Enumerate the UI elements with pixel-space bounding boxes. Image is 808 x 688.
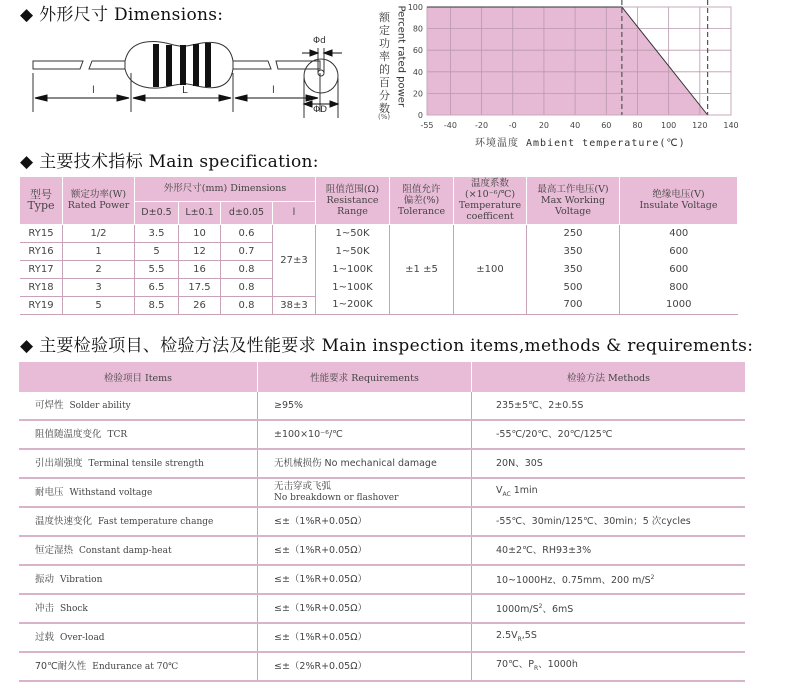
cell-dim-L: 26	[179, 296, 221, 314]
x-tick-label: -20	[475, 121, 489, 130]
item-en: TCR	[107, 429, 128, 440]
requirement-text: ≤±（1%R+0.05Ω）	[274, 603, 367, 614]
item-cn: 可焊性	[35, 399, 64, 411]
chart-xlabel: 环境温度 Ambient temperature(℃)	[475, 138, 686, 149]
cell-dim-d: 0.8	[221, 296, 273, 314]
y-tick-label: 20	[412, 89, 423, 99]
x-tick-label: 140	[723, 121, 739, 130]
method-text: 、6mS	[542, 604, 574, 616]
cell-type: RY16	[20, 242, 63, 260]
y-tick-label: 100	[407, 3, 423, 12]
header-methods: 检验方法 Methods	[472, 362, 746, 392]
header-dim-l: l	[273, 201, 316, 224]
cell-requirement	[258, 449, 472, 478]
item-cn: 恒定湿热	[35, 544, 74, 556]
cell-item	[19, 420, 258, 449]
item-en: Vibration	[60, 574, 103, 585]
cell-requirement	[258, 536, 472, 565]
requirement-text: ≤±（1%R+0.05Ω）	[274, 632, 367, 643]
cell-requirement	[258, 507, 472, 536]
cell-method	[472, 536, 746, 565]
item-en: Fast temperature change	[98, 516, 214, 527]
cell-insulate-voltage: 1000	[620, 296, 738, 314]
inspection-row	[19, 652, 745, 681]
cell-resistance: 1~200K	[316, 296, 390, 314]
inspection-row	[19, 565, 745, 594]
x-tick-label: -40	[443, 121, 457, 130]
item-cn: 耐电压	[35, 486, 64, 498]
cell-dim-D: 5	[135, 242, 179, 260]
cell-dim-d: 0.8	[221, 278, 273, 296]
cell-tempco: ±100	[454, 224, 527, 314]
cell-resistance: 1~50K	[316, 242, 390, 260]
method-text: 40±2℃、RH93±3%	[496, 545, 592, 556]
method-text: 70℃、P	[496, 659, 534, 671]
cell-power: 3	[63, 278, 135, 296]
method-text: V	[496, 485, 503, 497]
cell-method	[472, 507, 746, 536]
requirement-text: ≥95%	[274, 400, 304, 411]
cell-method	[472, 478, 746, 507]
cell-requirement	[258, 420, 472, 449]
y-tick-label: 60	[412, 46, 423, 56]
item-cn: 70℃耐久性	[35, 660, 87, 672]
header-insulate-voltage: 绝缘电压(V) Insulate Voltage	[620, 177, 738, 224]
method-text: 10~1000Hz、0.75mm、200 m/S	[496, 575, 651, 587]
method-text: 1min	[510, 485, 538, 497]
method-text: 1000m/S	[496, 604, 539, 616]
header-requirements: 性能要求 Requirements	[258, 362, 472, 392]
main-spec-table	[20, 177, 738, 315]
section-title-inspection: ◆ 主要检验项目、检验方法及性能要求 Main inspection items,methods & requirements:	[20, 336, 754, 356]
cell-item	[19, 623, 258, 652]
x-tick-label: -0	[508, 121, 517, 130]
item-cn: 阻值随温度变化	[35, 428, 102, 440]
method-text: 、1000h	[538, 659, 578, 671]
x-tick-label: 80	[632, 121, 643, 130]
item-en: Terminal tensile strength	[88, 458, 204, 469]
item-en: Solder ability	[69, 400, 131, 411]
inspection-row	[19, 420, 745, 449]
cell-item	[19, 449, 258, 478]
chart-ylabel-unit: (%)	[378, 113, 391, 121]
header-tempco: 温度系数 (×10⁻⁶/℃) Temperature coefficent	[454, 177, 527, 224]
cell-lead-length: 38±3	[273, 296, 316, 314]
spec-row	[20, 296, 738, 314]
header-dimensions: 外形尺寸(mm) Dimensions	[135, 177, 316, 201]
cell-dim-D: 3.5	[135, 224, 179, 242]
x-tick-label: 20	[538, 121, 550, 130]
item-cn: 冲击	[35, 602, 55, 614]
cell-resistance: 1~50K	[316, 224, 390, 242]
cell-dim-d: 0.6	[221, 224, 273, 242]
body-diameter-label: ΦD	[313, 105, 328, 115]
header-dim-D: D±0.5	[135, 201, 179, 224]
method-text: -55℃/20℃、20℃/125℃	[496, 429, 613, 440]
x-tick-label: -55	[420, 121, 434, 130]
cell-item	[19, 594, 258, 623]
requirement-text: No breakdown or flashover	[274, 493, 399, 503]
cell-requirement	[258, 392, 472, 420]
inspection-table	[19, 362, 745, 682]
inspection-row	[19, 536, 745, 565]
derating-chart	[405, 0, 750, 135]
cell-dim-D: 8.5	[135, 296, 179, 314]
cell-requirement	[258, 623, 472, 652]
cell-dim-L: 10	[179, 224, 221, 242]
requirement-text: ≤±（2%R+0.05Ω）	[274, 661, 367, 672]
cell-insulate-voltage: 400	[669, 227, 689, 239]
cell-max-voltage: 350	[527, 260, 620, 278]
method-text: -55℃、30min/125℃、30min；5 次cycles	[496, 516, 691, 527]
item-cn: 引出端强度	[35, 457, 83, 469]
cell-requirement	[258, 478, 472, 507]
header-resistance: 阻值范围(Ω) Resistance Range	[316, 177, 390, 224]
cell-power: 5	[63, 296, 135, 314]
header-type: 型号 Type	[20, 177, 63, 224]
cell-insulate-voltage: 600	[669, 263, 689, 275]
item-cn: 过载	[35, 631, 55, 643]
cell-requirement	[258, 594, 472, 623]
method-text: 2	[538, 603, 543, 611]
cell-power: 1/2	[63, 224, 135, 242]
cell-dim-D: 5.5	[135, 260, 179, 278]
cell-tolerance: ±1 ±5	[390, 224, 454, 314]
inspection-row	[19, 507, 745, 536]
cell-max-voltage: 350	[527, 242, 620, 260]
cell-method	[472, 420, 746, 449]
cell-requirement	[258, 565, 472, 594]
header-dim-d: d±0.05	[221, 201, 273, 224]
method-text: 2.5V	[496, 630, 518, 642]
spec-row	[20, 224, 738, 242]
cell-item	[19, 478, 258, 507]
spec-row	[20, 260, 738, 278]
cell-max-voltage: 700	[527, 296, 620, 314]
item-cn: 温度快速变化	[35, 515, 93, 527]
cell-item	[19, 565, 258, 594]
requirement-text: ≤±（1%R+0.05Ω）	[274, 574, 367, 585]
cell-method	[472, 594, 746, 623]
derating-area	[427, 7, 708, 115]
cell-dim-L: 16	[179, 260, 221, 278]
inspection-row	[19, 623, 745, 652]
item-en: Constant damp-heat	[79, 545, 172, 556]
section-title-dimensions: ◆ 外形尺寸 Dimensions:	[20, 5, 224, 25]
x-tick-label: 100	[661, 121, 677, 130]
cell-method	[472, 652, 746, 681]
cell-power: 1	[63, 242, 135, 260]
requirement-text: ≤±（1%R+0.05Ω）	[274, 516, 367, 527]
cell-item	[19, 392, 258, 420]
inspection-row	[19, 478, 745, 507]
method-text: 2	[650, 574, 655, 582]
header-max-voltage: 最高工作电压(V) Max Working Voltage	[527, 177, 620, 224]
cell-item	[19, 652, 258, 681]
requirement-text: 无机械损伤 No mechanical damage	[274, 458, 437, 469]
y-tick-label: 40	[412, 67, 423, 77]
spec-row	[20, 242, 738, 260]
method-text: 235±5℃、2±0.5S	[496, 400, 584, 411]
method-text: 20N、30S	[496, 458, 543, 469]
cell-dim-L: 12	[179, 242, 221, 260]
cell-dim-d: 0.8	[221, 260, 273, 278]
inspection-row	[19, 449, 745, 478]
cell-dim-D: 6.5	[135, 278, 179, 296]
requirement-text: ±100×10⁻⁶/℃	[274, 429, 343, 440]
cell-dim-L: 17.5	[179, 278, 221, 296]
cell-resistance: 1~100K	[316, 278, 390, 296]
cell-requirement	[258, 652, 472, 681]
method-text: AC	[502, 490, 511, 498]
cell-type: RY15	[20, 224, 63, 242]
body-length-label: L	[182, 85, 188, 96]
requirement-text: ≤±（1%R+0.05Ω）	[274, 545, 367, 556]
cell-method	[472, 392, 746, 420]
cell-type: RY19	[20, 296, 63, 314]
chart-ylabel-cn: 额定功率的百分数	[379, 11, 390, 115]
y-tick-label: 80	[412, 24, 423, 34]
cell-method	[472, 449, 746, 478]
inspection-row	[19, 594, 745, 623]
method-text: R	[517, 635, 522, 643]
cell-type: RY17	[20, 260, 63, 278]
method-text: ,5S	[521, 630, 537, 642]
cell-max-voltage: 500	[527, 278, 620, 296]
header-tolerance: 阻值允许 偏差(%) Tolerance	[390, 177, 454, 224]
lead-length-label-right: l	[272, 85, 275, 96]
cell-dim-d: 0.7	[221, 242, 273, 260]
x-tick-label: 120	[692, 121, 708, 130]
cell-power: 2	[63, 260, 135, 278]
section-title-main-spec: ◆ 主要技术指标 Main specification:	[20, 152, 319, 172]
item-en: Endurance at 70℃	[92, 661, 179, 672]
inspection-row	[19, 392, 745, 420]
y-tick-label: 0	[417, 111, 423, 120]
header-items: 检验项目 Items	[19, 362, 258, 392]
item-en: Over-load	[60, 632, 105, 643]
item-cn: 振动	[35, 573, 55, 585]
x-tick-label: 40	[570, 121, 581, 130]
header-dim-L: L±0.1	[179, 201, 221, 224]
item-en: Withstand voltage	[69, 487, 153, 498]
spec-row	[20, 278, 738, 296]
chart-ylabel-en: Percent rated power	[395, 5, 407, 108]
cell-item	[19, 536, 258, 565]
x-tick-label: 60	[601, 121, 612, 130]
cell-resistance: 1~100K	[316, 260, 390, 278]
method-text: R	[534, 664, 539, 672]
cell-type: RY18	[20, 278, 63, 296]
requirement-text: 无击穿或飞弧	[274, 481, 332, 492]
header-power: 额定功率(W) Rated Power	[63, 177, 135, 224]
lead-diameter-label: Φd	[313, 36, 326, 46]
cell-max-voltage: 250	[527, 224, 620, 242]
cell-method	[472, 623, 746, 652]
cell-method	[472, 565, 746, 594]
cell-insulate-voltage: 800	[669, 281, 689, 293]
cell-item	[19, 507, 258, 536]
cell-insulate-voltage: 600	[669, 245, 689, 257]
cell-lead-length: 27±3	[273, 224, 316, 296]
lead-length-label: l	[92, 85, 95, 96]
item-en: Shock	[60, 603, 88, 614]
